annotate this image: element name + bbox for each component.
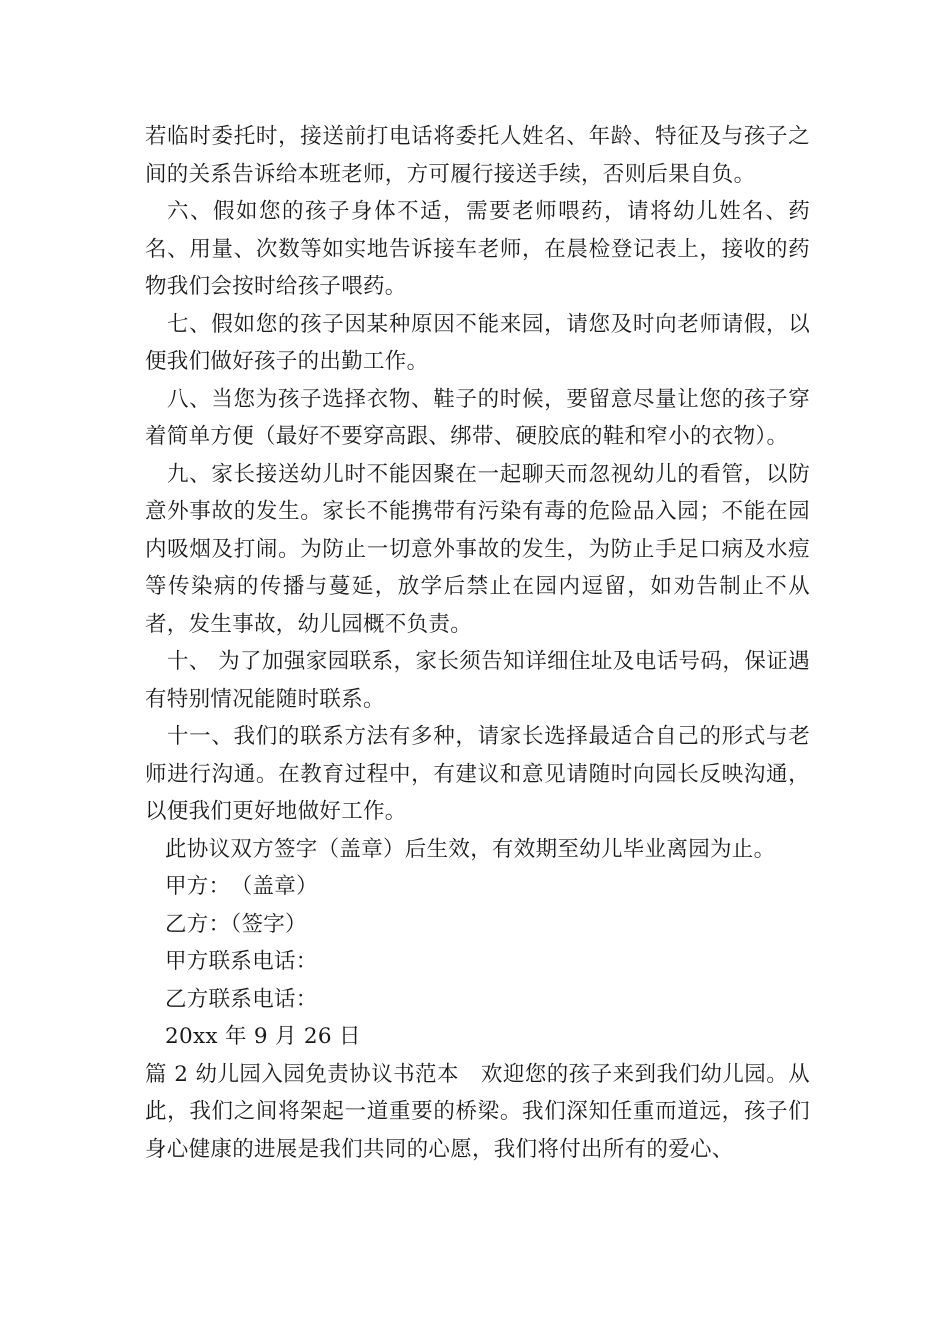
paragraph-item-11-communication: 十一、我们的联系方法有多种，请家长选择最适合自己的形式与老师进行沟通。在教育过程中，有建议和意见请随时向园长反映沟通，以便我们更好地做好工作。 (145, 724, 810, 824)
party-b-signature: 乙方：（签字） (165, 911, 307, 937)
paragraph-item-9-safety: 九、家长接送幼儿时不能因聚在一起聊天而忽视幼儿的看管，以防意外事故的发生。家长不能携带有污染有毒的危险品入园；不能在园内吸烟及打闹。为防止一切意外事故的发生，为防止手足口病及水痘等传染病的传播与蔓延，放学后禁止在园内逗留，如劝告制止不从者，发生事故，幼儿园概不负责。 (145, 461, 810, 637)
paragraph-pickup-delegation: 若临时委托时，接送前打电话将委托人姓名、年龄、特征及与孩子之间的关系告诉给本班老师，方可履行接送手续，否则后果自负。 (145, 124, 810, 187)
paragraph-item-8-clothing: 八、当您为孩子选择衣物、鞋子的时候，要留意尽量让您的孩子穿着简单方便（最好不要穿高跟、绑带、硬胶底的鞋和窄小的衣物）。 (145, 386, 810, 449)
effective-clause: 此协议双方签字（盖章）后生效，有效期至幼儿毕业离园为止。 (165, 836, 776, 862)
paragraph-section-2-intro: 篇 2 幼儿园入园免责协议书范本 欢迎您的孩子来到我们幼儿园。从此，我们之间将架起一道重要的桥梁。我们深知任重而道远，孩子们身心健康的进展是我们共同的心愿，我们将付出所有的爱心、 (145, 1061, 810, 1162)
paragraph-item-10-contact: 十、 为了加强家园联系，家长须告知详细住址及电话号码，保证遇有特别情况能随时联系。 (145, 649, 810, 712)
paragraph-item-7-absence: 七、假如您的孩子因某种原因不能来园，请您及时向老师请假，以便我们做好孩子的出勤工作。 (145, 311, 810, 374)
party-b-phone: 乙方联系电话： (165, 986, 318, 1012)
party-a-signature: 甲方： （盖章） (165, 874, 318, 899)
party-a-phone: 甲方联系电话： (165, 949, 318, 974)
paragraph-item-6-medicine: 六、假如您的孩子身体不适，需要老师喂药，请将幼儿姓名、药名、用量、次数等如实地告诉接车老师，在晨检登记表上，接收的药物我们会按时给孩子喂药。 (145, 199, 810, 299)
document-body (145, 118, 810, 1168)
signing-date: 20xx 年 9 月 26 日 (165, 1024, 361, 1049)
